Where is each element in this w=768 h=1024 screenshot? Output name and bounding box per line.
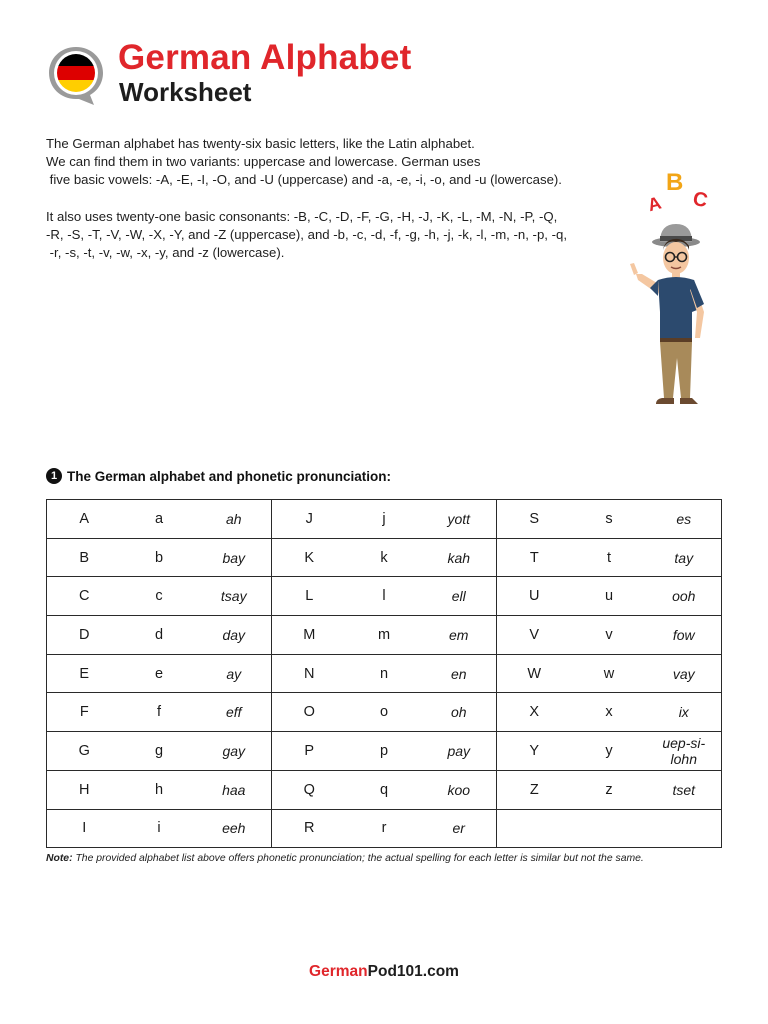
table-cell-uppercase: U [497,577,572,616]
table-cell-lowercase: p [347,732,422,771]
table-row [47,654,722,693]
table-cell-lowercase: h [122,770,197,809]
table-cell-pronunciation: vay [647,654,722,693]
table-cell-pronunciation: koo [422,770,497,809]
table-cell-lowercase: g [122,732,197,771]
table-cell-lowercase: l [347,577,422,616]
table-cell-lowercase: k [347,538,422,577]
table-cell-pronunciation: haa [197,770,272,809]
illustration-letter-a: A [645,192,664,216]
page-title: German Alphabet [118,38,412,77]
table-cell-pronunciation: eff [197,693,272,732]
table-cell-uppercase: E [47,654,122,693]
table-cell-pronunciation: oh [422,693,497,732]
table-row [47,500,722,539]
table-cell-pronunciation: pay [422,732,497,771]
table-cell-uppercase: K [272,538,347,577]
illustration-letter-c: C [690,187,710,213]
table-cell-uppercase: I [47,809,122,848]
table-cell-pronunciation: tay [647,538,722,577]
table-cell-pronunciation: en [422,654,497,693]
table-cell-pronunciation: uep-si-lohn [647,732,722,771]
intro-line: -r, -s, -t, -v, -w, -x, -y, and -z (lowercase). [46,245,285,261]
alphabet-table [46,499,722,848]
table-cell-uppercase: R [272,809,347,848]
table-cell-lowercase: o [347,693,422,732]
table-cell-uppercase: Z [497,770,572,809]
table-cell-lowercase: v [572,616,647,655]
footer-brand-part-1: German [309,963,368,980]
table-cell-lowercase: b [122,538,197,577]
table-cell-pronunciation: tsay [197,577,272,616]
table-row [47,538,722,577]
illustration-letter-b: B [666,169,684,196]
table-cell-lowercase: e [122,654,197,693]
table-row [47,616,722,655]
table-cell-lowercase: y [572,732,647,771]
table-row [47,809,722,848]
table-cell-uppercase: S [497,500,572,539]
table-cell-uppercase: G [47,732,122,771]
table-cell-lowercase: f [122,693,197,732]
footer-brand-part-2: Pod101.com [367,963,459,980]
table-cell-uppercase: H [47,770,122,809]
table-cell-uppercase: Q [272,770,347,809]
table-row [47,693,722,732]
table-cell-lowercase: u [572,577,647,616]
table-cell-pronunciation: ay [197,654,272,693]
table-cell-uppercase: N [272,654,347,693]
table-cell-uppercase: O [272,693,347,732]
intro-line: We can find them in two variants: uppercase and lowercase. German uses [46,154,481,170]
intro-line: five basic vowels: -A, -E, -I, -O, and -U (uppercase) and -a, -e, -i, -o, and -u (lowercase). [46,172,562,188]
table-cell-uppercase: L [272,577,347,616]
table-cell-pronunciation: ah [197,500,272,539]
table-cell-uppercase: M [272,616,347,655]
table-cell-lowercase: t [572,538,647,577]
table-cell-empty [497,809,722,848]
intro-text [46,135,606,262]
table-cell-pronunciation: em [422,616,497,655]
table-cell-lowercase: w [572,654,647,693]
page-subtitle: Worksheet [119,77,252,107]
german-flag-speech-bubble-icon [46,44,108,106]
table-cell-uppercase: X [497,693,572,732]
table-cell-pronunciation: ix [647,693,722,732]
table-cell-uppercase: V [497,616,572,655]
footnote-label: Note: [46,853,73,864]
table-cell-uppercase: A [47,500,122,539]
section-title: The German alphabet and phonetic pronunciation: [67,468,392,484]
table-cell-pronunciation: fow [647,616,722,655]
table-cell-pronunciation: ell [422,577,497,616]
section-heading [46,468,391,484]
table-cell-pronunciation: day [197,616,272,655]
table-cell-lowercase: a [122,500,197,539]
table-cell-pronunciation: kah [422,538,497,577]
table-cell-lowercase: z [572,770,647,809]
circled-number-icon: 1 [46,468,62,484]
table-cell-lowercase: x [572,693,647,732]
footnote-text: The provided alphabet list above offers phonetic pronunciation; the actual spelling for each letter is similar but not the same. [72,853,644,864]
table-cell-lowercase: q [347,770,422,809]
table-cell-pronunciation: eeh [197,809,272,848]
table-cell-pronunciation: tset [647,770,722,809]
table-cell-pronunciation: es [647,500,722,539]
table-cell-pronunciation: er [422,809,497,848]
table-cell-uppercase: T [497,538,572,577]
table-cell-uppercase: W [497,654,572,693]
teacher-illustration [620,162,730,412]
intro-line: The German alphabet has twenty-six basic letters, like the Latin alphabet. [46,136,475,151]
table-cell-uppercase: F [47,693,122,732]
table-cell-lowercase: c [122,577,197,616]
table-cell-pronunciation: gay [197,732,272,771]
table-cell-uppercase: D [47,616,122,655]
table-cell-pronunciation: ooh [647,577,722,616]
table-row [47,732,722,771]
footnote [46,853,736,864]
table-row [47,770,722,809]
table-cell-uppercase: Y [497,732,572,771]
table-cell-lowercase: d [122,616,197,655]
table-cell-lowercase: n [347,654,422,693]
footer-brand [0,963,768,981]
table-cell-uppercase: C [47,577,122,616]
table-cell-lowercase: s [572,500,647,539]
table-cell-uppercase: B [47,538,122,577]
intro-line: It also uses twenty-one basic consonants: -B, -C, -D, -F, -G, -H, -J, -K, -L, -M, -N, -P, -Q, [46,208,558,224]
table-cell-lowercase: r [347,809,422,848]
table-cell-lowercase: m [347,616,422,655]
table-cell-pronunciation: bay [197,538,272,577]
intro-line: -R, -S, -T, -V, -W, -X, -Y, and -Z (uppercase), and -b, -c, -d, -f, -g, -h, -j, -k, -l, -m, -n, -p, -q, [46,226,568,242]
table-cell-uppercase: J [272,500,347,539]
table-cell-uppercase: P [272,732,347,771]
table-cell-lowercase: i [122,809,197,848]
table-cell-lowercase: j [347,500,422,539]
alphabet-table-body [47,500,722,848]
table-row [47,577,722,616]
table-cell-pronunciation: yott [422,500,497,539]
